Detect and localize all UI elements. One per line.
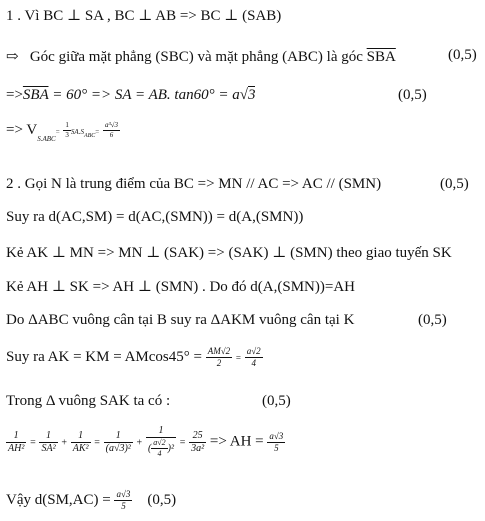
fraction-one-third: $\frac{1}{3}$ bbox=[65, 121, 69, 140]
sqrt-value: 3 bbox=[247, 87, 256, 103]
ah-statement: Kẻ AH ⊥ SK => AH ⊥ (SMN) . Do đó d(A,(SMN))=AH bbox=[6, 279, 356, 295]
conclusion-fraction: $\frac{a√3}{5}$ bbox=[116, 489, 131, 511]
sa-equation: = 60° => SA = AB. tan60° = a bbox=[52, 87, 240, 103]
volume-product: SA.S bbox=[70, 128, 84, 136]
angle-statement bbox=[6, 47, 396, 66]
volume-symbol: => V bbox=[6, 122, 38, 138]
ah-result-fraction: $\frac{a√3}{5}$ bbox=[269, 430, 284, 453]
points-label: (0,5) bbox=[440, 176, 469, 192]
points-label: (0,5) bbox=[262, 393, 291, 409]
distance-reduction: Suy ra d(AC,SM) = d(AC,(SMN)) = d(A,(SMN)) bbox=[6, 209, 304, 225]
points-label: (0,5) bbox=[398, 87, 427, 103]
equals-sign: = bbox=[55, 128, 60, 136]
step1-statement: 1 . Vì BC ⊥ SA , BC ⊥ AB => BC ⊥ (SAB) bbox=[6, 8, 282, 24]
frac-1-ak2: $\frac{1}{\text{AK²}}$ bbox=[72, 429, 89, 454]
ak-computation bbox=[6, 347, 263, 368]
am-fraction: $\frac{AM√2}{2}$ bbox=[207, 346, 231, 368]
angle-text: Góc giữa mặt phẳng (SBC) và mặt phẳng (ABC) là góc bbox=[29, 49, 363, 65]
ak-text: Suy ra AK = KM = AMcos45° = bbox=[6, 348, 202, 365]
ah-equation: $\frac{1}{\text{AH²}}$ = $\frac{1}{\text{SA²}}$ + $\frac{1}{\text{AK²}}$ = $\frac{1}{\text{(a√3)²}}$ + 1 ( $\frac{a√2}{4}$ )² = $\frac{25}{\text{3a²}}$ => AH = $\frac{a√3}{5}$ bbox=[8, 425, 284, 458]
points-label: (0,5) bbox=[418, 312, 447, 328]
volume-result-fraction: $\frac{\text{a³√3}}{6}$ bbox=[105, 121, 118, 140]
points-label: (0,5) bbox=[147, 491, 177, 508]
frac-1-a2-over-4: 1 ( $\frac{a√2}{4}$ )² bbox=[147, 425, 174, 458]
frac-1-ah2: $\frac{1}{\text{AH²}}$ bbox=[8, 429, 25, 454]
conclusion bbox=[6, 490, 176, 511]
volume-subscript: S.ABC bbox=[37, 135, 56, 143]
triangle-statement: Do ΔABC vuông cân tại B suy ra ΔAKM vuông cân tại K bbox=[6, 312, 355, 328]
ah-result-text: => AH = bbox=[209, 433, 264, 450]
triangle-sak-statement: Trong Δ vuông SAK ta có : bbox=[6, 393, 171, 409]
angle-symbol: $\overline{SBA}$ bbox=[22, 87, 49, 103]
conclusion-text: Vậy d(SM,AC) = bbox=[6, 491, 111, 508]
sa-computation: $=>\overline{SBA} = 60^\circ$ => SA = AB. tan60° = a√3 bbox=[6, 87, 256, 103]
frac-1-a3: $\frac{1}{\text{(a√3)²}}$ bbox=[105, 429, 131, 454]
frac-25-3a2: $\frac{25}{\text{3a²}}$ bbox=[191, 429, 205, 454]
step2-statement: 2 . Gọi N là trung điểm của BC => MN // AC => AC // (SMN) bbox=[6, 176, 382, 192]
area-subscript: ABC bbox=[83, 133, 96, 139]
implies-sign: => bbox=[6, 87, 23, 103]
volume-formula bbox=[6, 122, 120, 143]
frac-1-sa2: $\frac{1}{\text{SA²}}$ bbox=[41, 429, 56, 454]
arrow-icon: ⇨ bbox=[6, 49, 19, 65]
ak-result-fraction: $\frac{a√2}{4}$ bbox=[246, 346, 261, 368]
equals-sign: = bbox=[235, 352, 241, 363]
equals-sign: = bbox=[95, 128, 100, 136]
points-label: (0,5) bbox=[448, 47, 477, 63]
plane-perpendicular: Kẻ AK ⊥ MN => MN ⊥ (SAK) => (SAK) ⊥ (SMN) theo giao tuyến SK bbox=[6, 245, 452, 261]
angle-name: $\overline{SBA}$ bbox=[366, 49, 396, 65]
